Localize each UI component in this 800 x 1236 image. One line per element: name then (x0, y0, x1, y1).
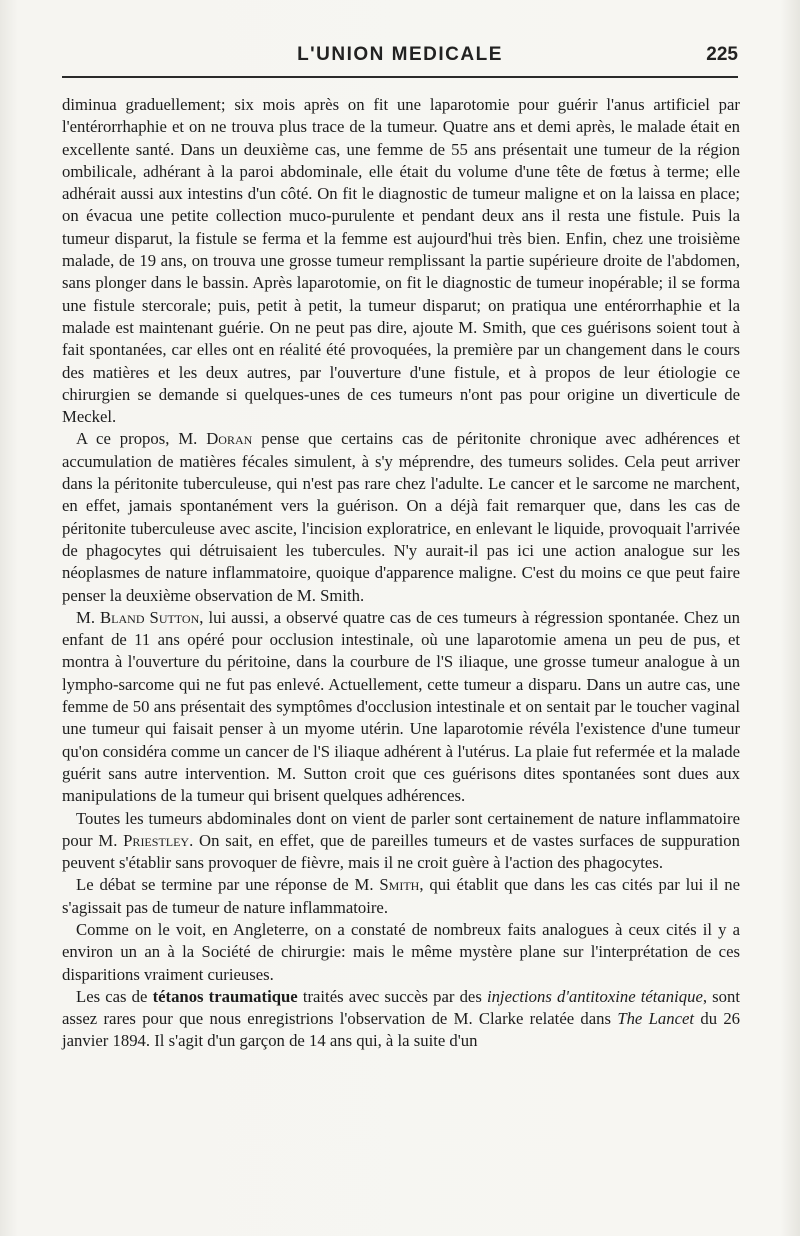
paragraph-1-text: diminua graduellement; six mois après on fit une laparotomie pour guérir l'anus artificiel par l'entérorrhaphie et on ne trouva plus trace de la tumeur. Quatre ans et demi après, le malade était en excellente santé. Dans un deuxième cas, une femme de 55 ans présentait une tumeur de la région ombilicale, adhérant à la paroi abdominale, elle était du volume d'une tête de fœtus à terme; elle adhérait aussi aux intestins d'un côté. On fit le diagnostic de tumeur maligne et on la laissa en place; on évacua une petite collection muco-purulente et pendant deux ans il resta une fistule. Puis la tumeur disparut, la fistule se ferma et la femme est aujourd'hui très bien. Enfin, chez une troisième malade, de 19 ans, on trouva une grosse tumeur remplissant la partie supérieure droite de l'abdomen, sans plonger dans le bassin. Après laparotomie, on fit le diagnostic de tumeur inopérable; il se forma une fistule stercorale; puis, petit à petit, la tumeur disparut; on pratiqua une entérorrhaphie et la malade est maintenant guérie. On ne peut pas dire, ajoute M. Smith, que ces guérisons soient tout à fait spontanées, car elles ont en réalité été provoquées, la première par un changement dans le cours des matières et les deux autres, par l'ouverture d'une fistule, et à propos de leur étiologie ce chirurgien se demande si quelques-unes de ces tumeurs n'ont pas pour origine un diverticule de Meckel. (62, 95, 740, 427)
author-name-priestley: Priestley (123, 830, 190, 850)
body-text (62, 94, 740, 1053)
paragraph-5-text-b: , qui établit que dans les cas cités par lui il ne s'agissait pas de tumeur de nature inflammatoire. (62, 875, 740, 917)
italic-term-antitoxine: injections d'antitoxine tétanique (486, 986, 703, 1006)
paragraph-1 (62, 94, 740, 428)
paragraph-4 (62, 808, 740, 875)
author-name-bland-sutton: Bland Sutton (100, 607, 200, 627)
page-number: 225 (706, 44, 738, 65)
paragraph-2-text-b: pense que certains cas de péritonite chronique avec adhérences et accumulation de matières fécales simulent, à s'y méprendre, des tumeurs solides. Cela peut arriver dans la péritonite tuberculeuse, qui n'est pas rare chez l'adulte. Le cancer et le sarcome ne marchent, en effet, jamais spontanément vers la guérison. On a déjà fait remarquer que, dans les cas de péritonite tuberculeuse avec ascite, l'incision exploratrice, en enlevant le liquide, provoquait l'arrivée de phagocytes qui détruisaient les tubercules. N'y aurait-il pas ici une action analogue sur les néoplasmes de nature inflammatoire, quoique d'apparence maligne. C'est du moins ce que peut faire penser la deuxième observation de M. Smith. (62, 429, 740, 605)
author-name-doran: Doran (206, 429, 253, 449)
paragraph-4-text-b: . On sait, en effet, que de pareilles tumeurs et de vastes surfaces de suppuration peuvent s'établir sans provoquer de fièvre, mais il ne croit guère à l'action des phagocytes. (62, 830, 740, 873)
paragraph-3-text-b: , lui aussi, a observé quatre cas de ces tumeurs à régression spontanée. Chez un enfant de 11 ans opéré pour occlusion intestinale, où une laparotomie amena un peu de pus, et montra à l'ouverture du péritoine, dans la courbure de l'S iliaque, une grosse tumeur analogue à un lympho-sarcome qui ne fut pas enlevé. Actuellement, cette tumeur a disparu. Dans un autre cas, une femme de 50 ans présentait des symptômes d'occlusion intestinale et on sentait par le toucher vaginal une tumeur qui faisait penser à un myome utérin. Une laparotomie révéla l'existence d'une tumeur qu'on considéra comme un cancer de l'S iliaque adhérent à l'utérus. La plaie fut refermée et la malade guérit sans autre intervention. M. Sutton croit que ces guérisons dites spontanées sont dues aux manipulations de la tumeur qui brisent quelques adhérences. (62, 607, 740, 806)
paragraph-7-text-d: du 26 janvier 1894. Il s'agit d'un garçon de 14 ans qui, à la suite d'un (62, 1009, 741, 1051)
paragraph-2-text-a: A ce propos, M. (76, 429, 207, 449)
paragraph-2 (62, 428, 740, 606)
journal-title: The Lancet (617, 1009, 695, 1029)
paragraph-5-text-a: Le débat se termine par une réponse de M. (76, 875, 380, 895)
author-name-smith: Smith (379, 875, 420, 895)
paragraph-3-text-a: M. (76, 607, 101, 627)
header-rule (62, 76, 738, 78)
paragraph-4-text-a: Toutes les tumeurs abdominales dont on vient de parler sont certainement de nature inflammatoire pour M. (62, 808, 740, 850)
running-title: L'UNION MEDICALE (297, 44, 503, 65)
paragraph-3 (62, 607, 740, 808)
paragraph-7-text-a: Les cas de (76, 986, 153, 1006)
paragraph-5 (62, 874, 740, 919)
paragraph-6 (62, 919, 740, 986)
page-header (0, 40, 800, 70)
paragraph-7 (62, 986, 740, 1053)
bold-term-tetanos: tétanos traumatique (152, 986, 298, 1006)
paragraph-7-text-b: traités avec succès par des (297, 986, 487, 1006)
paragraph-6-text: Comme on le voit, en Angleterre, on a constaté de nombreux faits analogues à ceux cités il y a environ un an à la Société de chirurgie: mais le même mystère plane sur l'interprétation de ces disparitions vraiment curieuses. (62, 919, 740, 984)
paragraph-7-text-c: , sont assez rares pour que nous enregistrions l'observation de M. Clarke relatée dans (62, 986, 740, 1029)
